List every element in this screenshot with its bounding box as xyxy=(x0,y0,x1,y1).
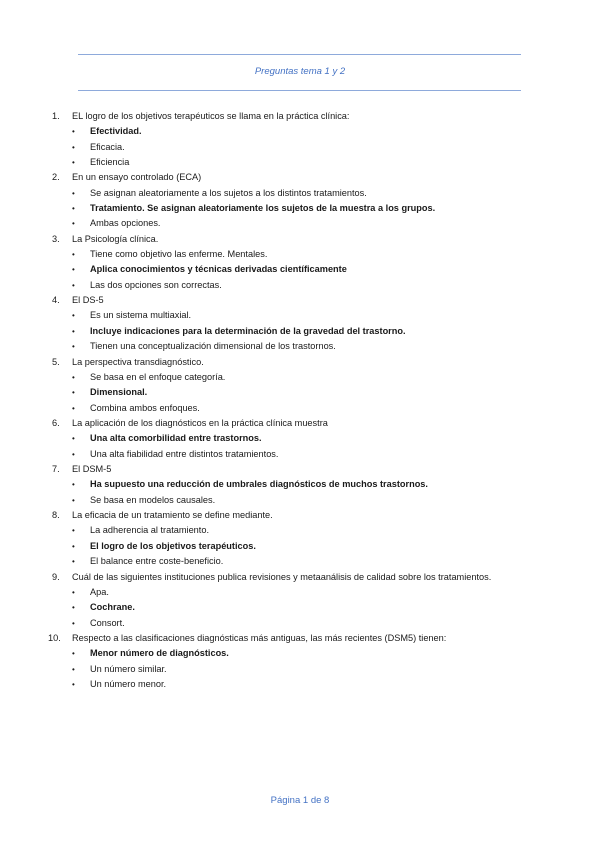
question-number: 1. xyxy=(52,111,60,121)
option: • Una alta fiabilidad entre distintos tratamientos. xyxy=(0,447,600,462)
option-correct: • El logro de los objetivos terapéuticos. xyxy=(0,539,600,554)
question-10 xyxy=(0,631,600,692)
option-correct: • Tratamiento. Se asignan aleatoriamente los sujetos de la muestra a los grupos. xyxy=(0,201,600,216)
question-number: 3. xyxy=(52,233,60,244)
header-rule-bottom xyxy=(78,90,521,91)
bullet-icon: • xyxy=(72,204,75,214)
option-correct: • Ha supuesto una reducción de umbrales diagnósticos de muchos trastornos. xyxy=(0,477,600,492)
question-text: En un ensayo controlado (ECA) xyxy=(72,172,202,183)
bullet-icon: • xyxy=(72,526,75,536)
bullet-icon: • xyxy=(72,188,75,198)
option: • Tienen una conceptualización dimensional de los trastornos. xyxy=(0,339,600,354)
bullet-icon: • xyxy=(72,280,75,290)
question-2 xyxy=(0,170,600,231)
bullet-icon: • xyxy=(72,480,75,490)
question-text: EL logro de los objetivos terapéuticos se llama en la práctica clínica: xyxy=(72,111,350,121)
option-correct: • Menor número de diagnósticos. xyxy=(0,646,600,661)
question-text: El DSM-5 xyxy=(72,464,112,475)
option: • El balance entre coste-beneficio. xyxy=(0,554,600,569)
question-7 xyxy=(0,462,600,508)
question-list xyxy=(0,109,600,692)
bullet-icon: • xyxy=(72,250,75,260)
bullet-icon: • xyxy=(72,326,75,336)
option-correct: • Cochrane. xyxy=(0,600,600,615)
question-5 xyxy=(0,355,600,416)
bullet-icon: • xyxy=(72,603,75,613)
bullet-icon: • xyxy=(72,557,75,567)
bullet-icon: • xyxy=(72,142,75,152)
question-text: La eficacia de un tratamiento se define mediante. xyxy=(72,510,273,521)
question-9 xyxy=(0,570,600,631)
question-number: 7. xyxy=(52,464,60,475)
bullet-icon: • xyxy=(72,434,75,444)
option: • Un número menor. xyxy=(0,677,600,692)
question-8 xyxy=(0,508,600,569)
bullet-icon: • xyxy=(72,342,75,352)
option: • Un número similar. xyxy=(0,662,600,677)
question-text: Respecto a las clasificaciones diagnósticas más antiguas, las más recientes (DSM5) tienen: xyxy=(72,632,447,643)
option: • La adherencia al tratamiento. xyxy=(0,523,600,538)
bullet-icon: • xyxy=(72,311,75,321)
option: • Se basa en modelos causales. xyxy=(0,493,600,508)
bullet-icon: • xyxy=(72,664,75,674)
option: • Consort. xyxy=(0,616,600,631)
question-number: 4. xyxy=(52,295,60,306)
question-number: 9. xyxy=(52,571,60,582)
bullet-icon: • xyxy=(72,388,75,398)
header-rule-top xyxy=(78,54,521,55)
option: • Apa. xyxy=(0,585,600,600)
bullet-icon: • xyxy=(72,495,75,505)
bullet-icon: • xyxy=(72,449,75,459)
option-correct: • Aplica conocimientos y técnicas derivadas científicamente xyxy=(0,262,600,277)
question-4 xyxy=(0,293,600,354)
bullet-icon: • xyxy=(72,127,75,137)
bullet-icon: • xyxy=(72,219,75,229)
option-correct: • Incluye indicaciones para la determinación de la gravedad del trastorno. xyxy=(0,324,600,339)
option-correct: • Dimensional. xyxy=(0,385,600,400)
question-number: 6. xyxy=(52,418,60,429)
question-number: 10. xyxy=(48,632,61,643)
question-1 xyxy=(0,109,600,170)
question-text: La aplicación de los diagnósticos en la práctica clínica muestra xyxy=(72,418,328,429)
page-number: Página 1 de 8 xyxy=(270,795,330,806)
option: • Es un sistema multiaxial. xyxy=(0,308,600,323)
question-text: La perspectiva transdiagnóstico. xyxy=(72,356,204,367)
option: • Se basa en el enfoque categoría. xyxy=(0,370,600,385)
question-number: 8. xyxy=(52,510,60,521)
bullet-icon: • xyxy=(72,649,75,659)
option: • Se asignan aleatoriamente a los sujetos a los distintos tratamientos. xyxy=(0,186,600,201)
bullet-icon: • xyxy=(72,680,75,689)
bullet-icon: • xyxy=(72,372,75,382)
bullet-icon: • xyxy=(72,265,75,275)
bullet-icon: • xyxy=(72,403,75,413)
question-text: El DS-5 xyxy=(72,295,104,306)
option: • Eficacia. xyxy=(0,140,600,155)
option: • Combina ambos enfoques. xyxy=(0,401,600,416)
option-correct: • Efectividad. xyxy=(0,124,600,139)
bullet-icon: • xyxy=(72,587,75,597)
question-6 xyxy=(0,416,600,462)
option: • Tiene como objetivo las enferme. Mentales. xyxy=(0,247,600,262)
question-number: 5. xyxy=(52,356,60,367)
question-3 xyxy=(0,232,600,293)
bullet-icon: • xyxy=(72,158,75,168)
option: • Eficiencia xyxy=(0,155,600,170)
bullet-icon: • xyxy=(72,618,75,628)
option-correct: • Una alta comorbilidad entre trastornos. xyxy=(0,431,600,446)
header-title: Preguntas tema 1 y 2 xyxy=(254,66,346,77)
question-text: Cuál de las siguientes instituciones publica revisiones y metaanálisis de calidad sobre los tratamientos. xyxy=(72,571,492,582)
option: • Las dos opciones son correctas. xyxy=(0,278,600,293)
bullet-icon: • xyxy=(72,541,75,551)
question-number: 2. xyxy=(52,172,60,183)
question-text: La Psicología clínica. xyxy=(72,233,159,244)
option: • Ambas opciones. xyxy=(0,216,600,231)
